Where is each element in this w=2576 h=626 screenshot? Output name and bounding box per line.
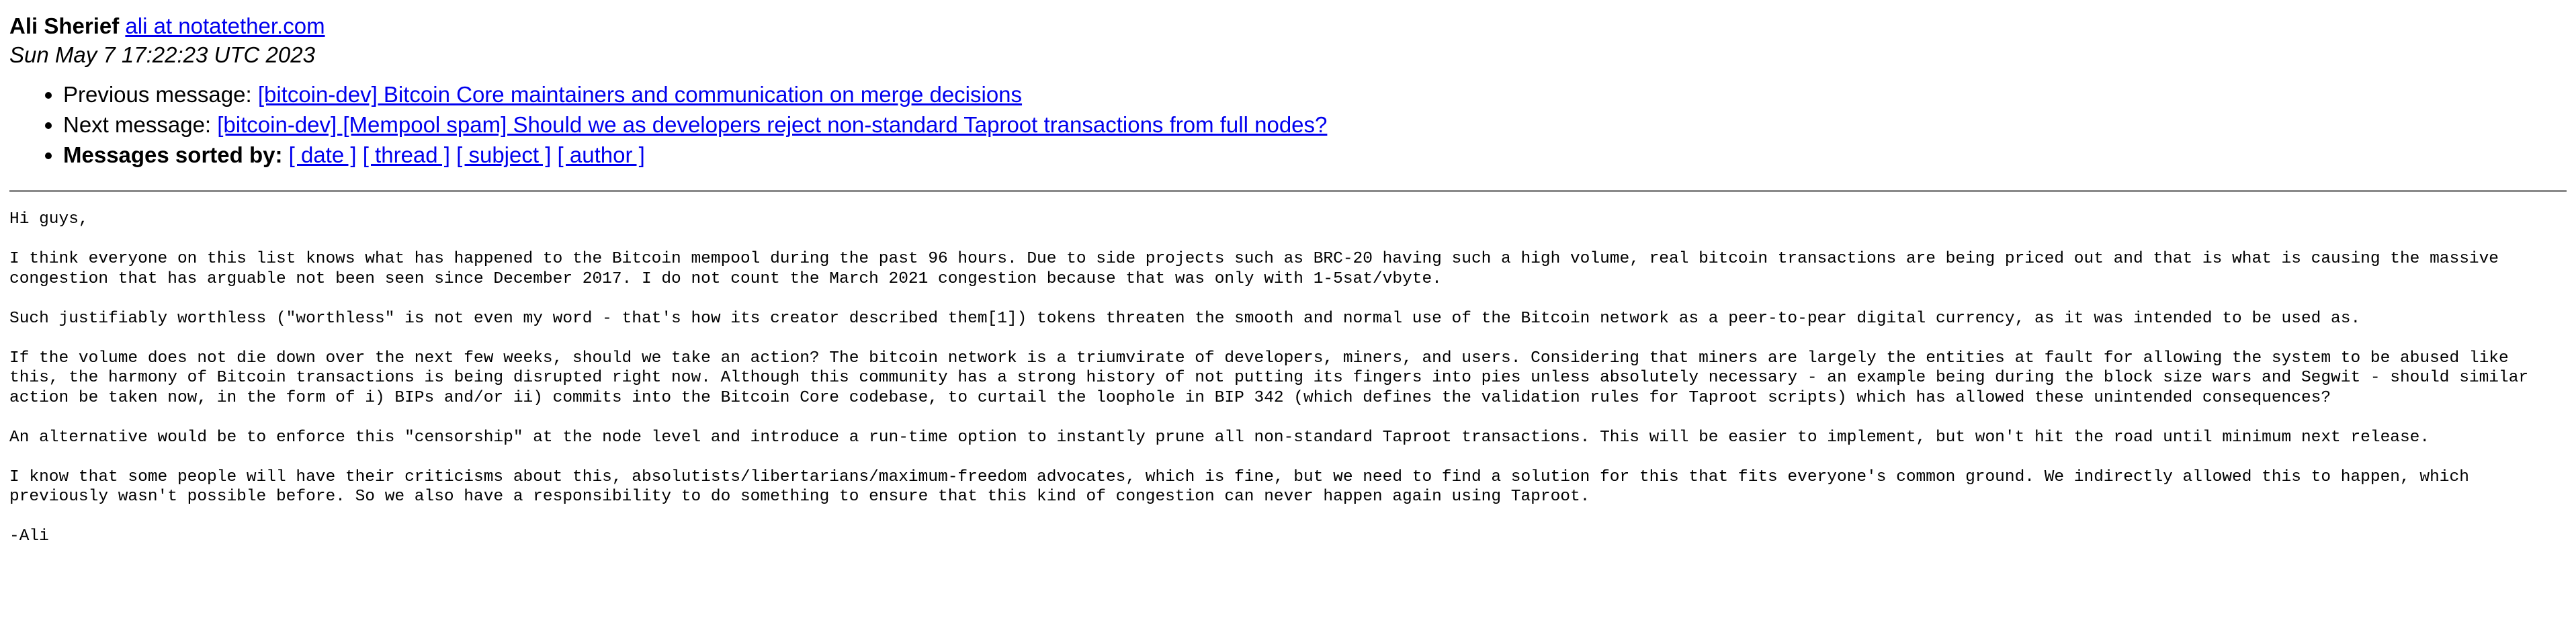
sort-by-date-link[interactable]: [ date ] xyxy=(288,142,357,167)
sort-by-author-link[interactable]: [ author ] xyxy=(557,142,645,167)
body-paragraph-5: I know that some people will have their criticisms about this, absolutists/libertarians/maximum-freedom advocates, which is fine, but we need to find a solution for this that fits everyone's common ground. We indirectly allowed this to happen, which previously wasn't possible before. So we also have a responsibility to do something to ensure that this kind of congestion can never happen again using Taproot. xyxy=(9,467,2479,506)
body-paragraph-4: An alternative would be to enforce this "censorship" at the node level and introduce a run-time option to instantly prune all non-standard Taproot transactions. This will be easier to implement, but won't hit the road until minimum next release. xyxy=(9,428,2430,447)
author-email-link[interactable]: ali at notatether.com xyxy=(125,13,325,38)
sort-by-thread-link[interactable]: [ thread ] xyxy=(362,142,450,167)
next-message-link[interactable]: [bitcoin-dev] [Mempool spam] Should we as developers reject non-standard Taproot transactions from full nodes? xyxy=(217,112,1328,137)
body-paragraph-1: I think everyone on this list knows what has happened to the Bitcoin mempool during the past 96 hours. Due to side projects such as BRC-20 having such a high volume, real bitcoin transactions are being priced out and that is what is causing the massive congestion that has arguable not been seen since December 2017. I do not count the March 2021 congestion because that was only with 1-5sat/vbyte. xyxy=(9,250,2509,288)
signature: -Ali xyxy=(9,527,49,545)
message-header xyxy=(9,12,2567,70)
author-name: Ali Sherief xyxy=(9,13,120,38)
previous-message-label: Previous message: xyxy=(63,82,252,107)
body-paragraph-3: If the volume does not die down over the next few weeks, should we take an action? The bitcoin network is a triumvirate of developers, miners, and users. Considering that miners are largely the entities at fault for allowing the system to be abused like this, the harmony of Bitcoin transactions is being disrupted right now. Although this community has a strong history of not putting its fingers into pies unless absolutely necessary - an example being during the block size wars and Segwit - should similar action be taken now, in the form of i) BIPs and/or ii) commits into the Bitcoin Core codebase, to curtail the loophole in BIP 342 (which defines the validation rules for Taproot scripts) which has allowed these unintended consequences? xyxy=(9,349,2538,407)
next-message-label: Next message: xyxy=(63,112,212,137)
header-divider xyxy=(9,190,2567,192)
message-date: Sun May 7 17:22:23 UTC 2023 xyxy=(9,42,315,67)
author-line xyxy=(9,12,2567,40)
sort-label: Messages sorted by: xyxy=(63,142,283,167)
message-navigation xyxy=(9,79,2567,170)
greeting: Hi guys, xyxy=(9,210,89,228)
message-body xyxy=(9,210,2567,547)
body-paragraph-2: Such justifiably worthless ("worthless" is not even my word - that's how its creator described them[1]) tokens threaten the smooth and normal use of the Bitcoin network as a peer-to-pear digital currency, as it was intended to be used as. xyxy=(9,309,2361,328)
previous-message-item xyxy=(63,79,2567,109)
sort-by-subject-link[interactable]: [ subject ] xyxy=(456,142,552,167)
next-message-item xyxy=(63,109,2567,140)
sort-options-item xyxy=(63,140,2567,170)
previous-message-link[interactable]: [bitcoin-dev] Bitcoin Core maintainers and communication on merge decisions xyxy=(257,82,1023,107)
